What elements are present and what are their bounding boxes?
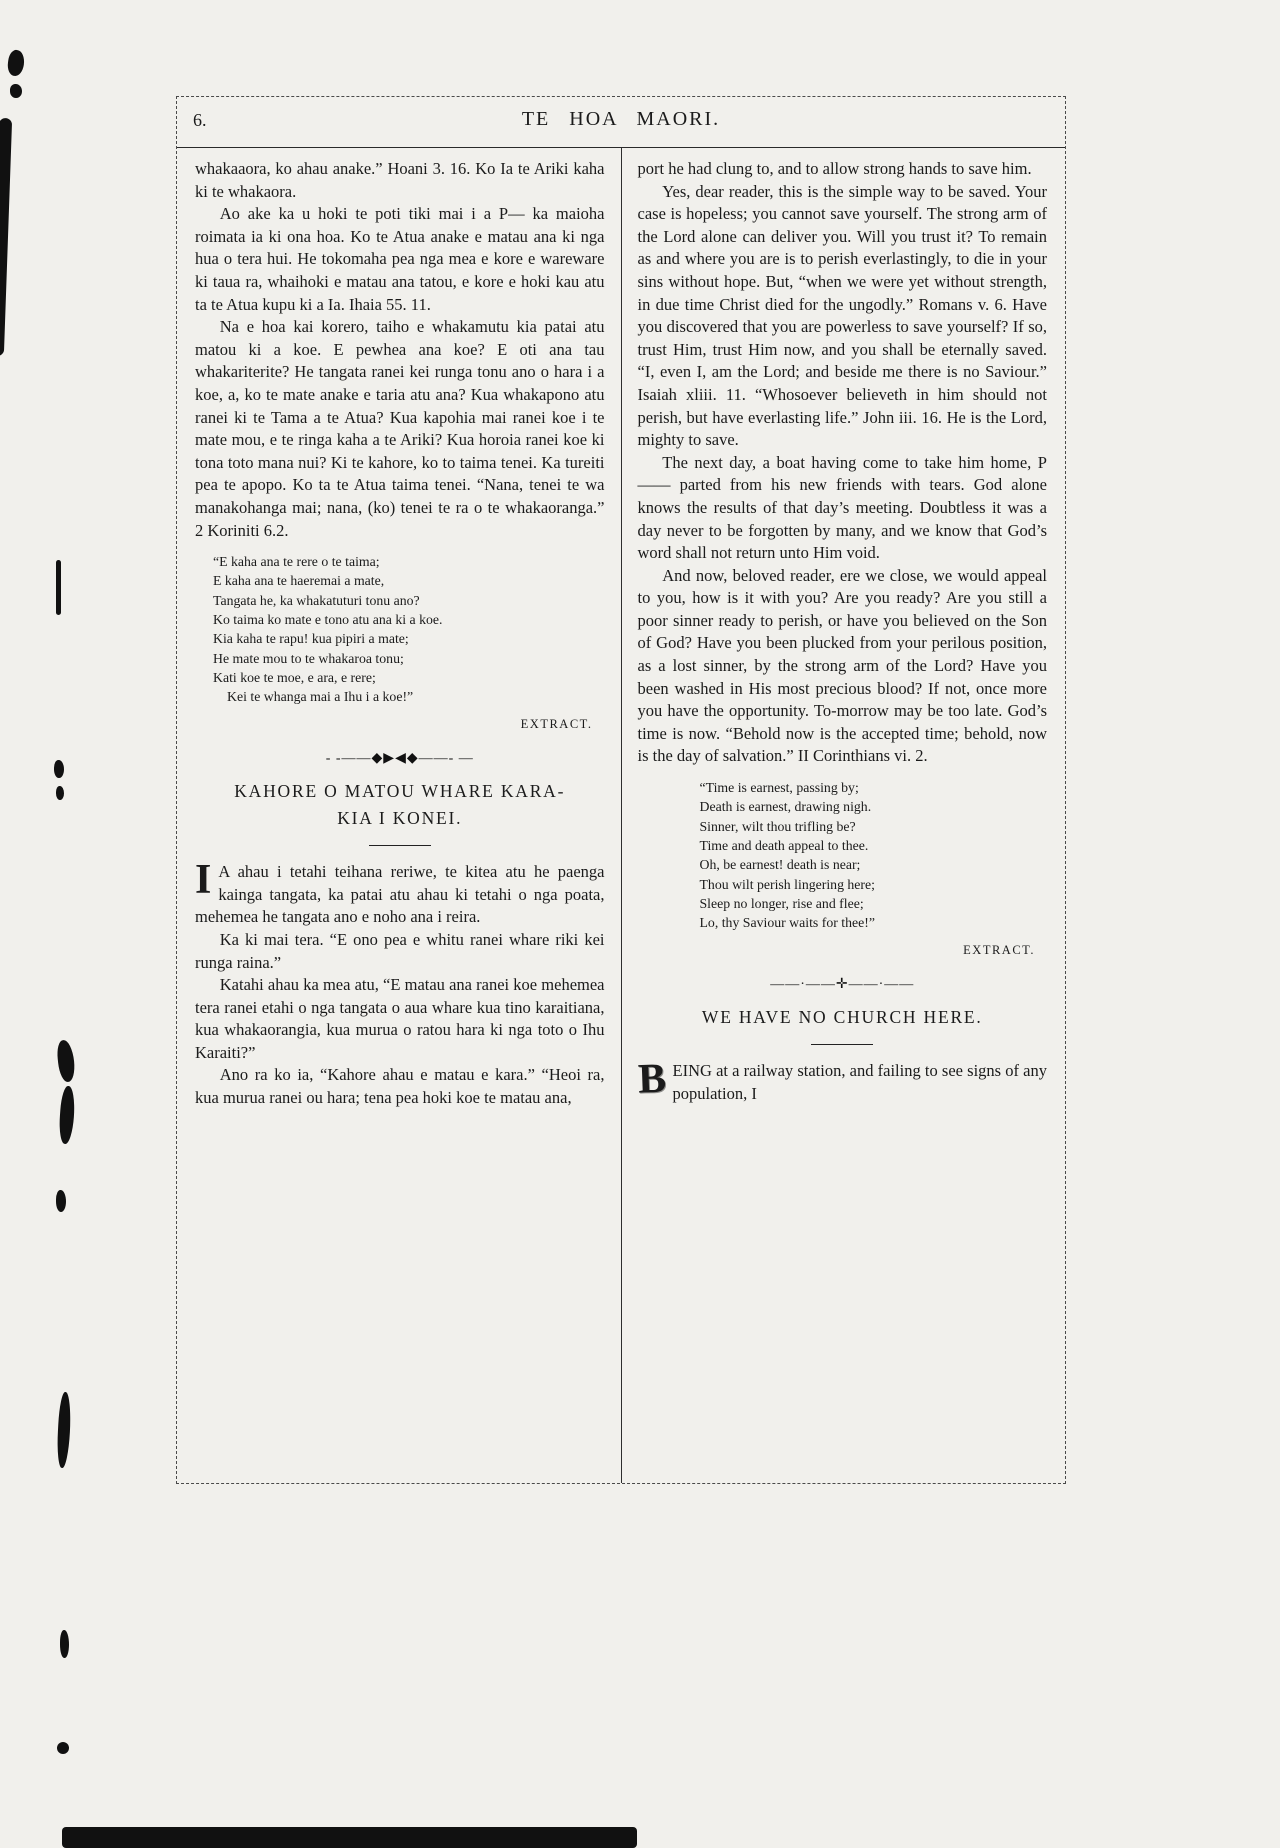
verse-line: “Time is earnest, passing by; — [699, 780, 859, 796]
body-paragraph: Ka ki mai tera. “E ono pea e whitu ranei whare riki kei runga raina.” — [195, 929, 605, 972]
body-paragraph — [636, 1055, 1048, 1105]
verse-line: E kaha ana te haeremai a mate, — [213, 573, 385, 589]
verse-line: Time and death appeal to thee. — [699, 837, 869, 853]
verse-line: Sinner, wilt thou trifling be? — [699, 818, 856, 834]
section-heading-line: KAHORE O MATOU WHARE KARA- — [234, 780, 566, 801]
body-paragraph: Ano ra ko ia, “Kahore ahau e matau e kara.” “Heoi ra, kua murua ranei ou hara; tena pea hoki koe te matau ana, — [195, 1065, 605, 1108]
two-column-body — [177, 148, 1065, 1483]
ink-smudge — [58, 1086, 76, 1145]
ink-smudge — [60, 1630, 69, 1658]
heading-rule — [811, 1044, 873, 1045]
heading-rule — [369, 845, 431, 846]
body-paragraph: Katahi ahau ka mea atu, “E matau ana ranei koe mehemea tera ranei etahi o nga tangata o aua whare kua tino karaitiana, kua whakaorangia, kua murua o ratou hara ki nga toto o Ihu Karaiti?” — [195, 975, 605, 1062]
body-paragraph — [195, 857, 605, 929]
ink-smudge — [56, 560, 61, 615]
verse-line: Thou wilt perish lingering here; — [699, 876, 875, 892]
ink-smudge — [56, 1039, 76, 1082]
page-number: 6. — [193, 110, 207, 130]
ink-smudge — [57, 1742, 69, 1754]
masthead-title: TE HOA MAORI. — [521, 108, 721, 130]
verse-line: Sleep no longer, rise and flee; — [699, 895, 864, 911]
extract-attribution: EXTRACT. — [520, 716, 593, 731]
drop-cap-initial: I — [195, 857, 212, 904]
paragraph-text: A ahau i tetahi teihana reriwe, te kitea atu he paenga kainga tangata, ka patai atu ahau ki tetahi o nga poata, mehemea he tangata ano e noho ana i reira. — [195, 862, 605, 927]
body-paragraph: whakaaora, ko ahau anake.” Hoani 3. 16. Ko Ia te Ariki kaha ki te whakaora. — [195, 159, 605, 201]
ink-smudge — [62, 1827, 637, 1848]
verse-line: Death is earnest, drawing nigh. — [699, 799, 872, 815]
ink-smudge — [54, 760, 64, 778]
body-paragraph: Ao ake ka u hoki te poti tiki mai i a P— ka maioha roimata ia ki ona hoa. Ko te Atua anake e matau ana ki nga hua o tera hui. He tokomaha pea nga mea e kore e wareware ki taua ra, whaihoki e matau ana tatou, e kore e hoki kau atu ta te Atua kupu ki a Ia. Ihaia 55. 11. — [195, 204, 605, 314]
right-column — [621, 148, 1066, 1483]
drop-cap-initial: B — [636, 1055, 667, 1103]
verse-line: He mate mou to te whakaroa tonu; — [213, 650, 404, 666]
body-paragraph: Na e hoa kai korero, taiho e whakamutu kia patai atu matou ki a koe. E pewhea ana koe? E oti ana tau whakariterite? He tangata ranei kei runga tonu ano o hara i a koe, a, ko te mate anake e taria atu ana? Kua whakapono atu ranei ki te Tama a te Atua? Kua kapohia mai ranei koe i te mate mou, e te ringa kaha a te Ariki? Kua horoia ranei koe ki tona toto mana nui? Ki te kahore, ko to taima tenei. Ka tureiti pea te apopo. Ko ta te Atua taima tenei. “Nana, tenei te wa manakohanga mai; nana, (ko) tenei te ra o te whakaoranga.” 2 Koriniti 6.2. — [195, 317, 605, 540]
ink-smudge — [0, 118, 12, 356]
body-paragraph: And now, beloved reader, ere we close, we would appeal to you, how is it with you? Are you ready? Are you still a poor sinner ready to perish, or have you believed on the Son of God? Have you been plucked from your perilous position, as a lost sinner, by the strong arm of the Lord? Have you been washed in His most precious blood? If not, once more you have the opportunity. To-morrow may be too late. God’s time is now. “Behold now is the accepted time; behold, now is the day of salvation.” II Corinthians vi. 2. — [637, 565, 1047, 766]
page-header — [177, 97, 1065, 148]
hymn-verse — [700, 778, 1048, 933]
section-heading-line: KIA I KONEI. — [337, 808, 463, 829]
verse-line: Lo, thy Saviour waits for thee!” — [699, 915, 875, 931]
extract-attribution: EXTRACT. — [963, 942, 1035, 957]
page-frame — [176, 96, 1066, 1484]
ink-smudge — [6, 49, 25, 77]
ink-smudge — [56, 786, 64, 800]
section-divider-ornament-icon: ——·——✛——·—— — [770, 976, 915, 992]
verse-line: Ko taima ko mate e tono atu ana ki a koe. — [213, 612, 443, 628]
section-divider-ornament-icon: - -——◆▶◀◆——- — — [325, 750, 474, 766]
verse-line: “E kaha ana te rere o te taima; — [213, 554, 380, 570]
ink-smudge — [10, 84, 22, 98]
ink-smudge — [56, 1392, 72, 1469]
section-heading — [195, 778, 605, 832]
left-column — [177, 148, 621, 1483]
verse-line: Tangata he, ka whakatuturi tonu ano? — [213, 592, 420, 608]
body-paragraph: port he had clung to, and to allow strong hands to save him. — [637, 159, 1032, 178]
section-heading: WE HAVE NO CHURCH HERE. — [701, 1006, 983, 1027]
verse-line: Kati koe te moe, e ara, e rere; — [213, 669, 376, 685]
paragraph-text: EING at a railway station, and failing to see signs of any population, I — [672, 1060, 1047, 1103]
verse-line: Kia kaha te rapu! kua pipiri a mate; — [213, 631, 409, 647]
body-paragraph: The next day, a boat having come to take him home, P—— parted from his new friends with tears. God alone knows the results of that day’s meeting. Doubtless it was a day never to be forgotten by many, and we know that God’s word shall not return unto Him void. — [637, 452, 1047, 563]
verse-line: Kei te whanga mai a Ihu i a koe!” — [227, 689, 414, 705]
hymn-verse — [213, 552, 605, 707]
ink-smudge — [56, 1190, 66, 1212]
body-paragraph: Yes, dear reader, this is the simple way to be saved. Your case is hopeless; you cannot save yourself. The strong arm of the Lord alone can deliver you. Will you trust it? To remain as and where you are is to perish everlastingly, to die in your sins without hope. But, “when we were yet without strength, in due time Christ died for the ungodly.” Romans v. 6. Have you discovered that you are powerless to save yourself? If so, trust Him, trust Him now, and you shall be eternally saved. “I, even I, am the Lord; and beside me there is no Saviour.” Isaiah xliii. 11. “Whosoever believeth in him should not perish, but have everlasting life.” John iii. 16. He is the Lord, mighty to save. — [637, 181, 1047, 450]
verse-line: Oh, be earnest! death is near; — [699, 857, 861, 873]
